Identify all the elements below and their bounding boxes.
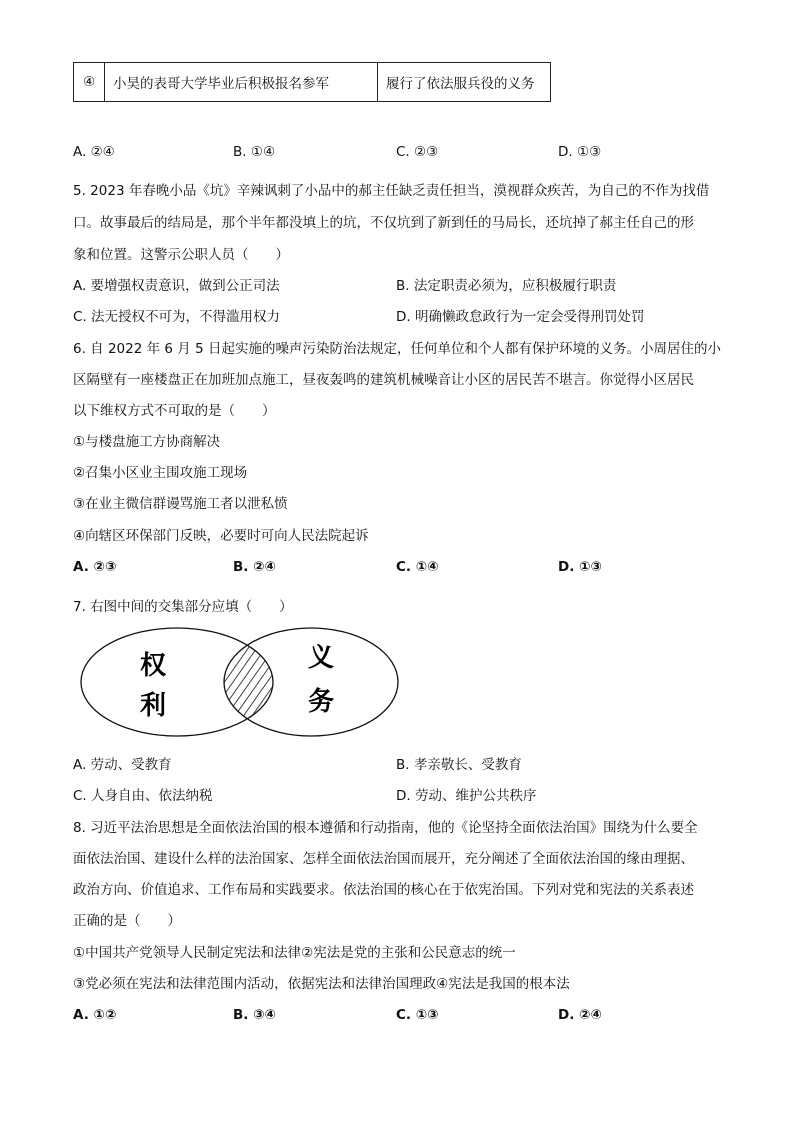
q7-option-a: A. 劳动、受教育 (73, 757, 172, 773)
q5-option-d: D. 明确懒政怠政行为一定会受得刑罚处罚 (396, 309, 645, 325)
q6-item-3: ③在业主微信群谩骂施工者以泄私愤 (73, 496, 288, 512)
q6-option-b: B. ②④ (233, 559, 276, 575)
q7-option-d: D. 劳动、维护公共秩序 (396, 788, 537, 804)
venn-left-char-2: 利 (140, 691, 167, 721)
q5-option-a: A. 要增强权责意识，做到公正司法 (73, 278, 280, 294)
q5-stem-line-2: 口。故事最后的结局是，那个半年都没填上的坑，不仅坑到了新到任的马局长，还坑掉了郝主任自己的形 (73, 215, 694, 231)
venn-left-char-1: 权 (140, 651, 167, 681)
question-table (73, 62, 551, 102)
q8-item-2: ③党必须在宪法和法律范围内活动，依据宪法和法律治国理政④宪法是我国的根本法 (73, 976, 570, 992)
table-event: 小昊的表哥大学毕业后积极报名参军 (105, 63, 378, 102)
q6-option-c: C. ①④ (396, 559, 439, 575)
venn-right-char-2: 务 (308, 687, 335, 717)
q6-stem-line-2: 区隔壁有一座楼盘正在加班加点施工，昼夜轰鸣的建筑机械噪音让小区的居民苦不堪言。你觉得小区居民 (73, 372, 694, 388)
venn-diagram (78, 622, 400, 740)
q6-item-2: ②召集小区业主围攻施工现场 (73, 465, 248, 481)
q8-option-d: D. ②④ (558, 1007, 602, 1023)
q4-option-b: B. ①④ (233, 144, 276, 160)
table-row (74, 63, 551, 102)
q8-stem-line-3: 政治方向、价值追求、工作布局和实践要求。依法治国的核心在于依宪治国。下列对党和宪法的关系表述 (73, 882, 694, 898)
q6-stem-line-1: 6. 自 2022 年 6 月 5 日起实施的噪声污染防治法规定，任何单位和个人都有保护环境的义务。小周居住的小 (73, 341, 721, 357)
table-result: 履行了依法服兵役的义务 (378, 63, 551, 102)
q6-option-a: A. ②③ (73, 559, 117, 575)
q8-option-b: B. ③④ (233, 1007, 276, 1023)
q6-option-d: D. ①③ (558, 559, 602, 575)
q5-stem-line-1: 5. 2023 年春晚小品《坑》辛辣讽刺了小品中的郝主任缺乏责任担当，漠视群众疾苦，为自己的不作为找借 (73, 183, 710, 199)
q6-item-4: ④向辖区环保部门反映，必要时可向人民法院起诉 (73, 528, 369, 544)
q6-stem-line-3: 以下维权方式不可取的是（ ） (73, 403, 276, 419)
venn-right-char-1: 义 (308, 643, 335, 673)
q5-option-b: B. 法定职责必须为，应积极履行职责 (396, 278, 617, 294)
q4-option-c: C. ②③ (396, 144, 439, 160)
q8-option-c: C. ①③ (396, 1007, 439, 1023)
q8-stem-line-2: 面依法治国、建设什么样的法治国家、怎样全面依法治国而展开，充分阐述了全面依法治国的缘由理据、 (73, 851, 694, 867)
q8-stem-line-4: 正确的是（ ） (73, 913, 181, 929)
q4-option-a: A. ②④ (73, 144, 115, 160)
q4-option-d: D. ①③ (558, 144, 602, 160)
table-num: ④ (74, 63, 105, 102)
q5-stem-line-3: 象和位置。这警示公职人员（ ） (73, 247, 289, 263)
q8-stem-line-1: 8. 习近平法治思想是全面依法治国的根本遵循和行动指南，他的《论坚持全面依法治国》围绕为什么要全 (73, 820, 698, 836)
q7-option-b: B. 孝亲敬长、受教育 (396, 757, 522, 773)
q5-option-c: C. 法无授权不可为，不得滥用权力 (73, 309, 281, 325)
q8-option-a: A. ①② (73, 1007, 117, 1023)
q8-item-1: ①中国共产党领导人民制定宪法和法律②宪法是党的主张和公民意志的统一 (73, 945, 516, 961)
q6-item-1: ①与楼盘施工方协商解决 (73, 434, 221, 450)
q7-stem: 7. 右图中间的交集部分应填（ ） (73, 599, 293, 615)
q7-option-c: C. 人身自由、依法纳税 (73, 788, 213, 804)
